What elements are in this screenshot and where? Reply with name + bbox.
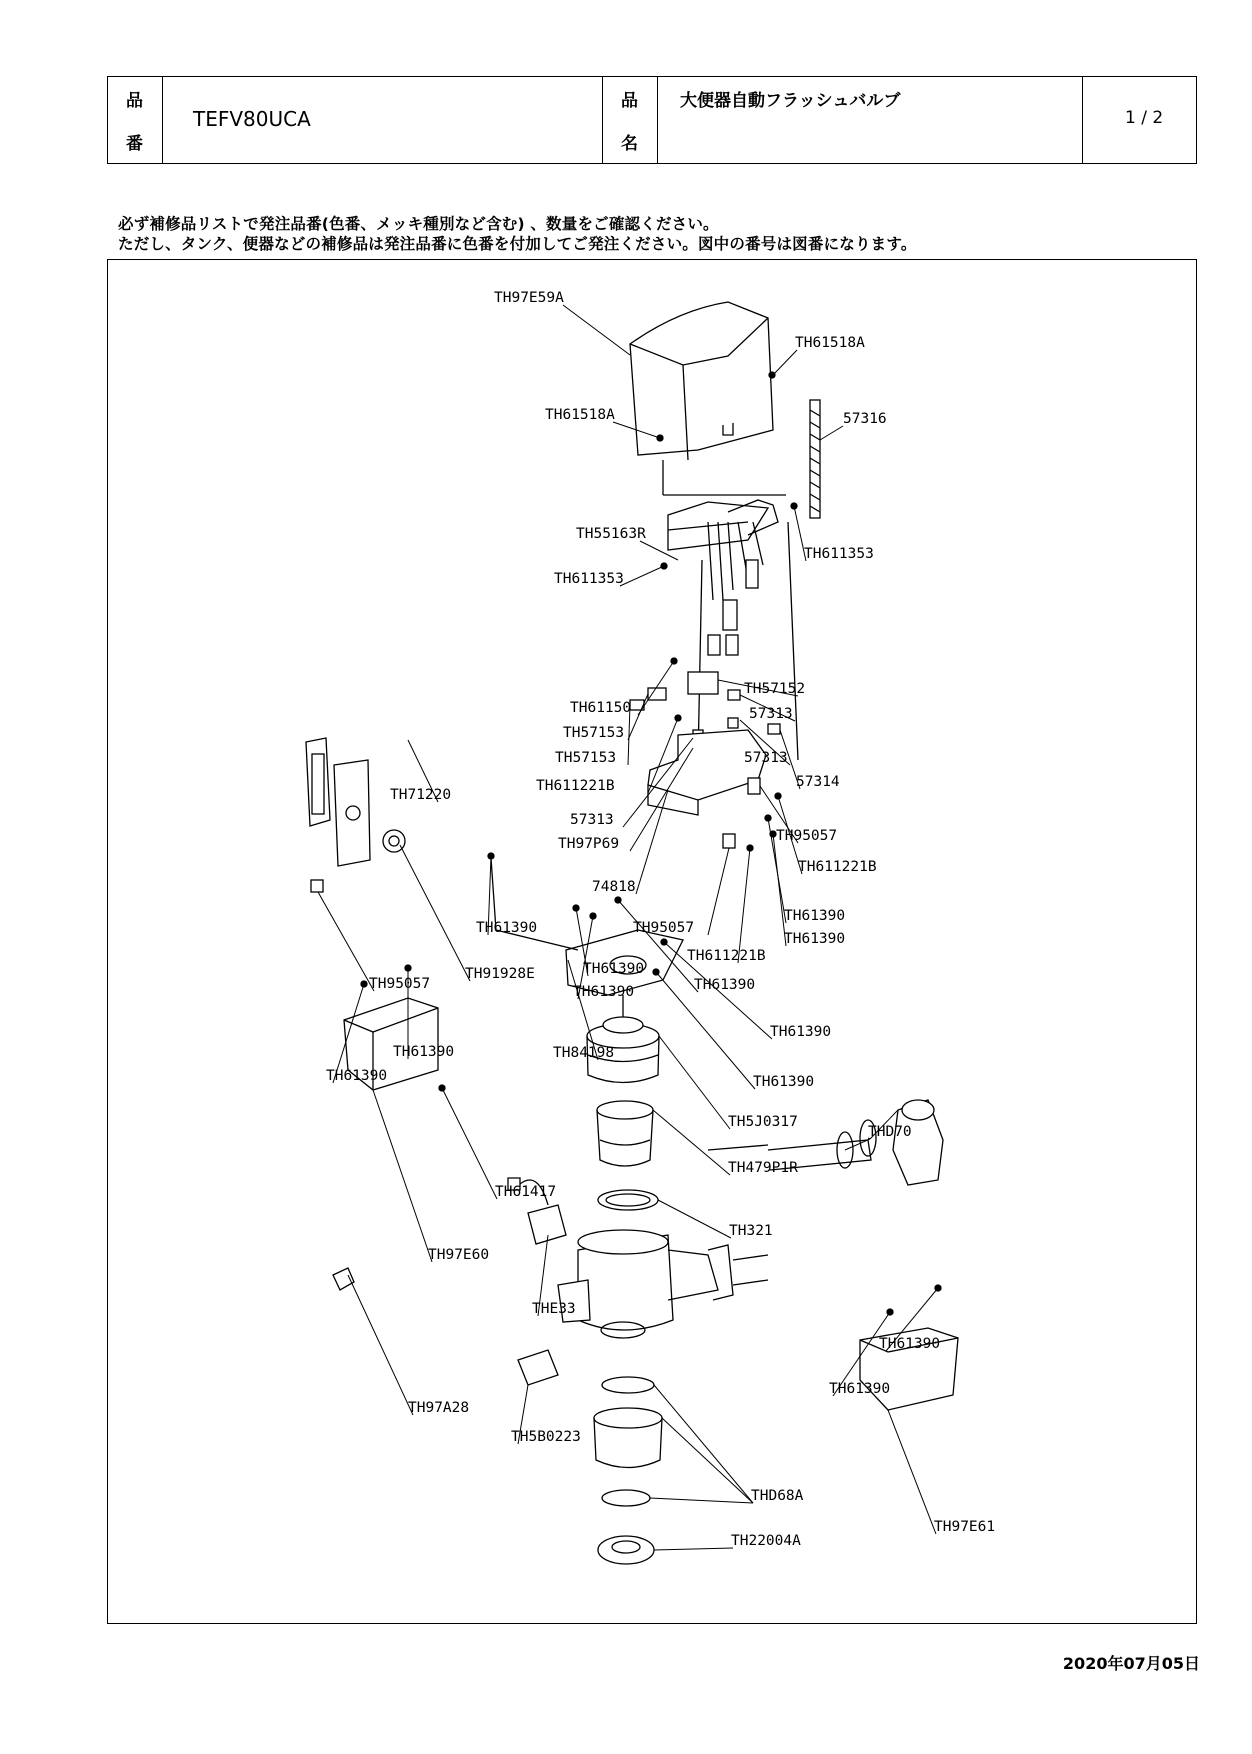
label-th97e61: TH97E61 [934, 1519, 996, 1535]
label-th479p1r: TH479P1R [728, 1160, 798, 1176]
date-stamp: 2020年07月05日 [1062, 1654, 1200, 1673]
label-th57153-2: TH57153 [555, 750, 617, 766]
label-th95057-3: TH95057 [369, 976, 431, 992]
label-th61390-11: TH61390 [879, 1336, 941, 1352]
name-cell [658, 77, 1083, 163]
label-th61390-4: TH61390 [583, 961, 645, 977]
coupling-part [594, 1377, 662, 1564]
name-key-1: 品 [621, 91, 638, 111]
label-th22004a: TH22004A [731, 1533, 801, 1549]
label-th61390-6: TH61390 [694, 977, 756, 993]
label-th61390-10: TH61390 [326, 1068, 388, 1084]
label-th57152: TH57152 [744, 681, 806, 697]
rod-part [810, 400, 820, 518]
label-th61390-12: TH61390 [829, 1381, 891, 1397]
part-no-key-2: 番 [126, 134, 143, 154]
label-the33: THE33 [532, 1301, 576, 1317]
label-th61390-5: TH61390 [573, 984, 635, 1000]
note-line-1: 必ず補修品リストで発注品番(色番、メッキ種別など含む) 、数量をご確認ください。 [118, 215, 719, 233]
label-th61390-8: TH61390 [753, 1074, 815, 1090]
label-th611221b-1: TH611221B [536, 778, 615, 794]
label-th61390-2: TH61390 [784, 931, 846, 947]
label-57313-3: 57313 [570, 812, 614, 828]
label-th5j0317: TH5J0317 [728, 1114, 798, 1130]
label-th97e60: TH97E60 [428, 1247, 490, 1263]
o-ring-part [598, 1190, 658, 1210]
label-th97e59a: TH97E59A [494, 290, 564, 306]
label-74818: 74818 [592, 879, 636, 895]
label-th61390-3: TH61390 [476, 920, 538, 936]
label-th61417: TH61417 [495, 1184, 557, 1200]
label-th61150: TH61150 [570, 700, 632, 716]
label-th84198: TH84198 [553, 1045, 615, 1061]
label-th5b0223: TH5B0223 [511, 1429, 581, 1445]
label-th611221b-2: TH611221B [798, 859, 877, 875]
exploded-view-frame [107, 259, 1197, 1624]
valve-body-part [558, 1230, 768, 1338]
label-th97p69: TH97P69 [558, 836, 620, 852]
part-no-key-cell [108, 77, 163, 163]
page-number: 1 / 2 [1125, 108, 1164, 128]
wall-plate-part [306, 738, 405, 892]
name-key-2: 名 [621, 134, 638, 154]
exploded-view-diagram [108, 260, 1198, 1625]
part-no-key-1: 品 [126, 91, 143, 111]
label-th61390-9: TH61390 [393, 1044, 455, 1060]
part-no-cell [163, 77, 603, 163]
page-cell [1083, 77, 1198, 163]
label-th61518a-2: TH61518A [545, 407, 615, 423]
label-th61390-7: TH61390 [770, 1024, 832, 1040]
product-name: 大便器自動フラッシュバルブ [680, 91, 901, 111]
label-th61518a-1: TH61518A [795, 335, 865, 351]
label-th97a28: TH97A28 [408, 1400, 470, 1416]
label-th55163r: TH55163R [576, 526, 646, 542]
name-key-cell [603, 77, 658, 163]
label-th321: TH321 [729, 1223, 773, 1239]
label-57314: 57314 [796, 774, 840, 790]
cover-part [630, 302, 786, 495]
plug-part [518, 1350, 558, 1385]
valve-part [597, 1101, 653, 1166]
label-th71220: TH71220 [390, 787, 452, 803]
label-th611221b-3: TH611221B [687, 948, 766, 964]
label-57313-1: 57313 [749, 706, 793, 722]
label-thd70: THD70 [868, 1124, 912, 1140]
label-th611353-2: TH611353 [554, 571, 624, 587]
label-th95057-2: TH95057 [633, 920, 695, 936]
clip-part [333, 1268, 354, 1290]
note-line-2: ただし、タンク、便器などの補修品は発注品番に色番を付加してご発注ください。図中の番号は図番になります。 [118, 235, 917, 253]
label-thd68a: THD68A [751, 1488, 804, 1504]
label-th611353-1: TH611353 [804, 546, 874, 562]
label-57316: 57316 [843, 411, 887, 427]
label-th95057-1: TH95057 [776, 828, 838, 844]
label-57313-2: 57313 [744, 750, 788, 766]
label-th57153-1: TH57153 [563, 725, 625, 741]
part-number: TEFV80UCA [193, 107, 311, 131]
label-th61390-1: TH61390 [784, 908, 846, 924]
leader-lines [318, 305, 941, 1550]
title-block [107, 76, 1197, 164]
label-th91928e: TH91928E [465, 966, 535, 982]
